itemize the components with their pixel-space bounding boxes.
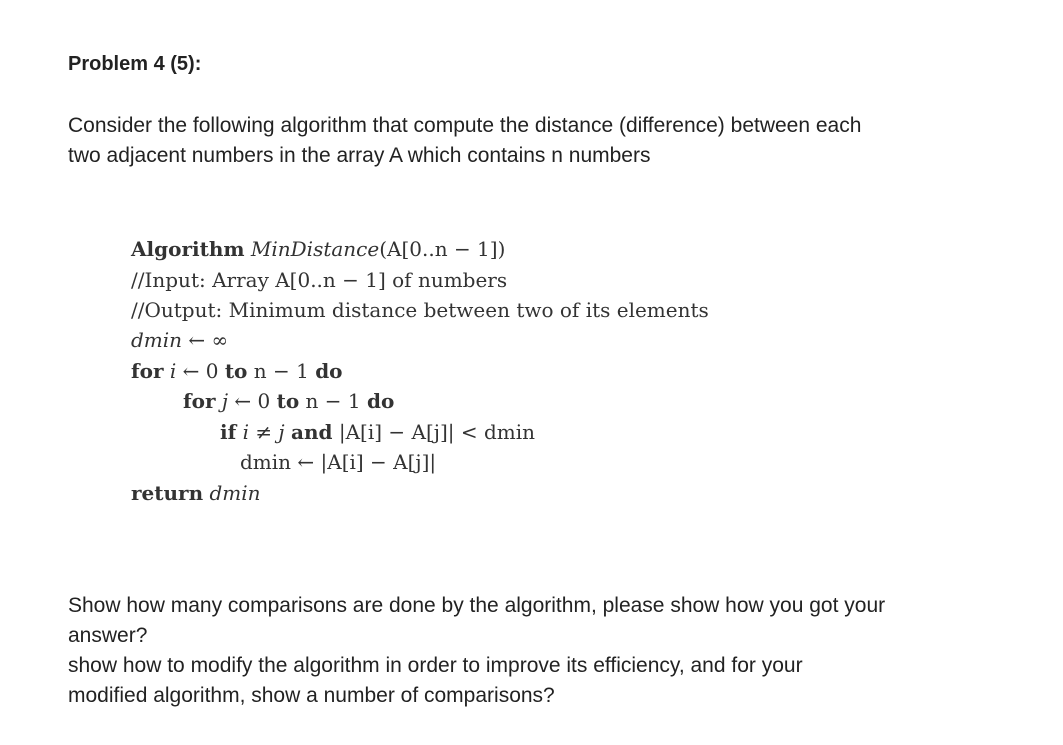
question-1-line-2: answer? bbox=[68, 624, 148, 647]
condition-distance: |A[i] − A[j]| < dmin bbox=[338, 420, 536, 444]
return-value: dmin bbox=[209, 481, 261, 505]
intro-text-line-1: Consider the following algorithm that compute the distance (difference) between each bbox=[68, 114, 862, 137]
to-keyword: to bbox=[276, 389, 300, 413]
loop-start: ← 0 bbox=[182, 359, 219, 383]
question-2-line-1: show how to modify the algorithm in order to improve its efficiency, and for your bbox=[68, 654, 803, 677]
dmin-assign-line: dmin ← |A[i] − A[j]| bbox=[240, 450, 437, 474]
loop-limit: n − 1 bbox=[305, 389, 361, 413]
do-keyword: do bbox=[315, 359, 343, 383]
problem-title: Problem 4 (5): bbox=[68, 53, 202, 75]
if-condition-line bbox=[220, 420, 535, 444]
output-comment: //Output: Minimum distance between two of its elements bbox=[131, 298, 709, 322]
for-keyword: for bbox=[183, 389, 216, 413]
to-keyword: to bbox=[224, 359, 248, 383]
input-comment: //Input: Array A[0..n − 1] of numbers bbox=[131, 268, 508, 292]
inner-for-loop-line bbox=[183, 389, 394, 413]
dmin-init-line: dmin ← ∞ bbox=[131, 328, 229, 352]
question-2-line-2: modified algorithm, show a number of comparisons? bbox=[68, 684, 555, 707]
if-keyword: if bbox=[220, 420, 237, 444]
question-1-line-1: Show how many comparisons are done by the algorithm, please show how you got your bbox=[68, 594, 886, 617]
loop-variable: j bbox=[221, 389, 229, 413]
return-keyword: return bbox=[131, 481, 204, 505]
and-keyword: and bbox=[291, 420, 333, 444]
do-keyword: do bbox=[366, 389, 395, 413]
intro-text-line-2: two adjacent numbers in the array A which contains n numbers bbox=[68, 144, 651, 167]
return-line bbox=[131, 481, 261, 505]
algorithm-signature: (A[0..n − 1]) bbox=[379, 237, 506, 261]
loop-start: ← 0 bbox=[234, 389, 271, 413]
condition-not-equal: i ≠ j bbox=[242, 420, 285, 444]
algorithm-header bbox=[131, 237, 505, 261]
outer-for-loop-line bbox=[131, 359, 343, 383]
loop-limit: n − 1 bbox=[253, 359, 309, 383]
loop-variable: i bbox=[169, 359, 177, 383]
algorithm-name: MinDistance bbox=[250, 237, 380, 261]
for-keyword: for bbox=[131, 359, 164, 383]
algorithm-keyword: Algorithm bbox=[131, 237, 245, 261]
